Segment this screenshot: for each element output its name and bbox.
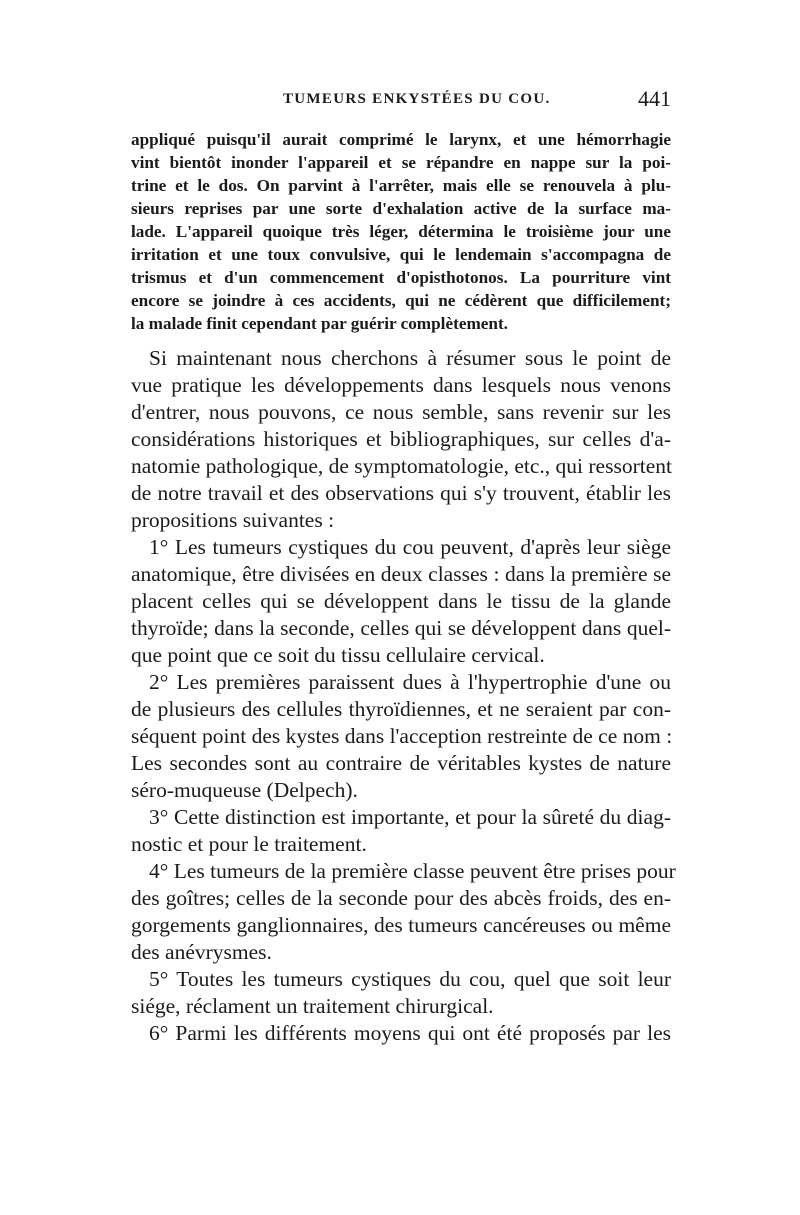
proposition-3: 3° Cette distinction est importante, et pour la sûreté du diag- bbox=[149, 805, 671, 829]
proposition-4: 4° Les tumeurs de la première classe peuvent être prises pour bbox=[149, 859, 676, 883]
text-line: gorgements ganglionnaires, des tumeurs cancéreuses ou même bbox=[131, 913, 671, 937]
text-line: que point que ce soit du tissu cellulaire cervical. bbox=[131, 643, 545, 667]
text-line: siége, réclament un traitement chirurgical. bbox=[131, 994, 494, 1018]
proposition-5: 5° Toutes les tumeurs cystiques du cou, quel que soit leur bbox=[149, 967, 671, 991]
proposition-6: 6° Parmi les différents moyens qui ont été proposés par les bbox=[149, 1021, 671, 1045]
text-line: trismus et d'un commencement d'opisthotonos. La pourriture vint bbox=[131, 268, 671, 287]
text-line: Si maintenant nous cherchons à résumer sous le point de bbox=[149, 346, 671, 370]
text-line: vint bientôt inonder l'appareil et se répandre en nappe sur la poi- bbox=[131, 153, 671, 172]
proposition-2: 2° Les premières paraissent dues à l'hypertrophie d'une ou bbox=[149, 670, 671, 694]
text-line: nostic et pour le traitement. bbox=[131, 832, 367, 856]
text-line: considérations historiques et bibliographiques, sur celles d'a- bbox=[131, 427, 671, 451]
text-line: irritation et une toux convulsive, qui le lendemain s'accompagna de bbox=[131, 245, 671, 264]
text-line: anatomique, être divisées en deux classes : dans la première se bbox=[131, 562, 671, 586]
text-line: des goîtres; celles de la seconde pour des abcès froids, des en- bbox=[131, 886, 671, 910]
text-line: natomie pathologique, de symptomatologie, etc., qui ressortent bbox=[131, 454, 672, 478]
text-line: placent celles qui se développent dans le tissu de la glande bbox=[131, 589, 671, 613]
text-line: des anévrysmes. bbox=[131, 940, 272, 964]
text-line: thyroïde; dans la seconde, celles qui se développent dans quel- bbox=[131, 616, 671, 640]
running-title: TUMEURS ENKYSTÉES DU COU. bbox=[283, 91, 551, 107]
page-number: 441 bbox=[638, 86, 671, 111]
proposition-1: 1° Les tumeurs cystiques du cou peuvent, d'après leur siège bbox=[149, 535, 671, 559]
text-line: Les secondes sont au contraire de véritables kystes de nature bbox=[131, 751, 671, 775]
text-line: séquent point des kystes dans l'acception restreinte de ce nom : bbox=[131, 724, 673, 748]
page-header bbox=[131, 86, 671, 117]
text-line: encore se joindre à ces accidents, qui ne cédèrent que difficilement; bbox=[131, 291, 671, 310]
text-line: séro-muqueuse (Delpech). bbox=[131, 778, 358, 802]
text-line: vue pratique les développements dans lesquels nous venons bbox=[131, 373, 671, 397]
text-line: appliqué puisqu'il aurait comprimé le larynx, et une hémorrhagie bbox=[131, 130, 671, 149]
text-line: lade. L'appareil quoique très léger, détermina le troisième jour une bbox=[131, 222, 671, 241]
text-line: sieurs reprises par une sorte d'exhalation active de la surface ma- bbox=[131, 199, 671, 218]
text-line: de plusieurs des cellules thyroïdiennes, et ne seraient par con- bbox=[131, 697, 671, 721]
text-line: propositions suivantes : bbox=[131, 508, 335, 532]
text-line: de notre travail et des observations qui s'y trouvent, établir les bbox=[131, 481, 671, 505]
text-line: d'entrer, nous pouvons, ce nous semble, sans revenir sur les bbox=[131, 400, 671, 424]
text-line: trine et le dos. On parvint à l'arrêter, mais elle se renouvela à plu- bbox=[131, 176, 671, 195]
text-line: la malade finit cependant par guérir complètement. bbox=[131, 314, 508, 333]
